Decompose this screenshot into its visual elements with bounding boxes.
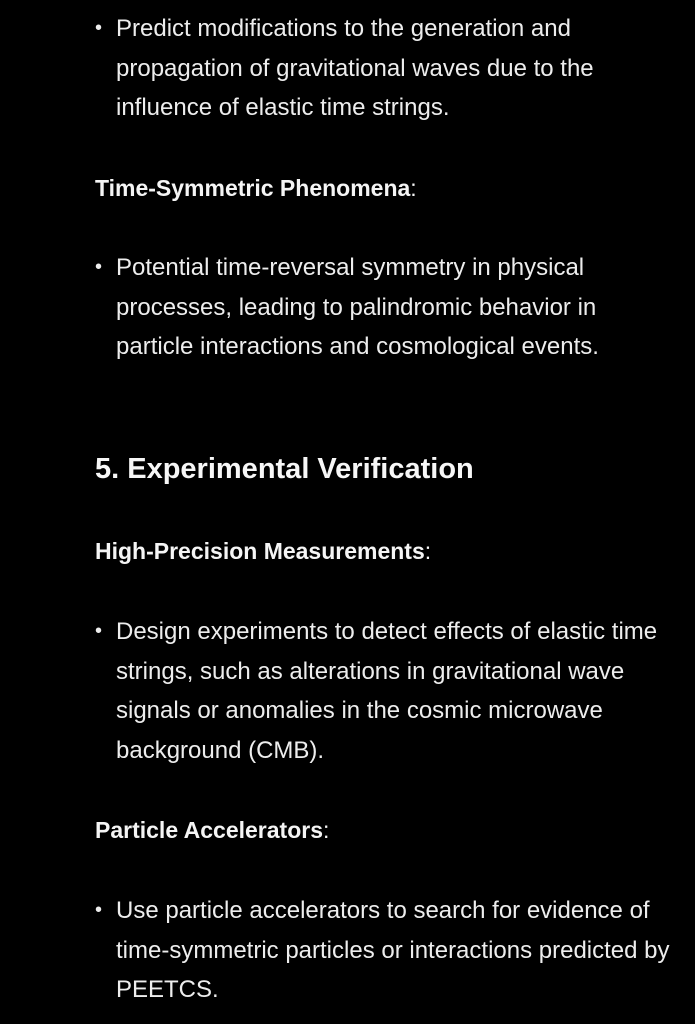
subheading-text: Particle Accelerators [95, 817, 324, 843]
subheading-time-symmetric [95, 173, 655, 203]
list-item [95, 9, 676, 128]
colon: : [323, 817, 330, 843]
section-heading: 5. Experimental Verification [95, 453, 474, 485]
subheading-text: Time-Symmetric Phenomena [95, 175, 411, 201]
subheading-particle-accelerators [95, 815, 655, 845]
subheading-high-precision [95, 536, 655, 566]
bullet-dot-icon: • [95, 17, 103, 39]
colon: : [410, 175, 417, 201]
list-item [95, 891, 676, 1010]
list-item-text: Design experiments to detect effects of elastic time strings, such as alterations in gravitational wave signals or anomalies in the cosmic microwave background (CMB). [116, 618, 658, 765]
bullet-dot-icon: • [95, 620, 103, 642]
list-item [95, 612, 676, 771]
list-item [95, 248, 676, 367]
list-item-text: Predict modifications to the generation and propagation of gravitational waves due to the influence of elastic time strings. [116, 15, 594, 122]
list-item-text: Use particle accelerators to search for evidence of time-symmetric particles or interactions predicted by PEETCS. [116, 897, 670, 1004]
subheading-text: High-Precision Measurements [95, 538, 425, 564]
list-item-text: Potential time-reversal symmetry in physical processes, leading to palindromic behavior in particle interactions and cosmological events. [116, 254, 599, 361]
bullet-dot-icon: • [95, 256, 103, 278]
colon: : [424, 538, 432, 564]
bullet-dot-icon: • [95, 899, 103, 921]
